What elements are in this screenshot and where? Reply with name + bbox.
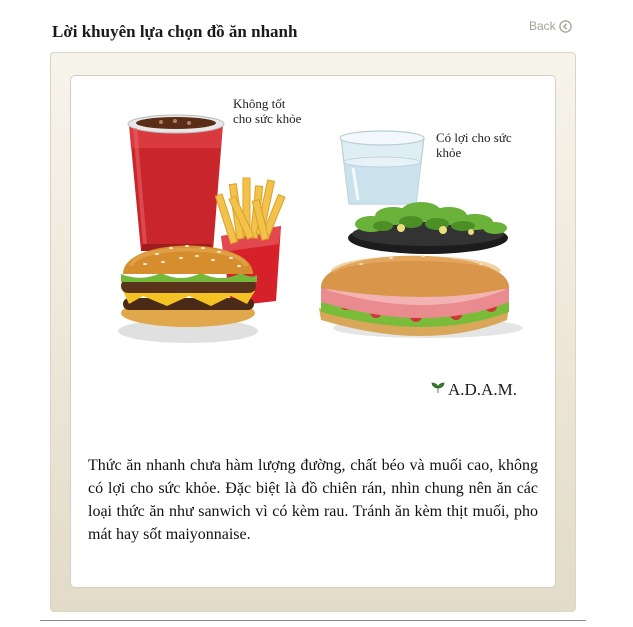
sandwich-icon [319,255,523,338]
divider [40,620,586,621]
fast-food-image [71,76,557,376]
description-text: Thức ăn nhanh chưa hàm lượng đường, chất béo và muối cao, không có lợi cho sức khỏe. Đặc biệt là đồ chiên rán, nhìn chung nên ăn các loại thức ăn như sanwich vì có kèm rau. Tránh ăn kèm thịt muối, pho mát hay sốt maiyonnaise. [88,457,538,543]
fast-food-illustration [71,76,557,416]
salad-icon [348,202,508,254]
content-frame [50,52,576,612]
burger-icon [118,245,258,343]
leaf-icon [431,381,445,399]
back-label: Back [529,19,556,33]
page-title: Lời khuyên lựa chọn đồ ăn nhanh [52,22,298,41]
water-glass-icon [340,131,424,204]
back-arrow-icon [559,20,572,33]
page-header [0,0,633,50]
back-button[interactable] [529,19,572,33]
soda-cup-icon [128,115,224,251]
label-unhealthy: Không tốt cho sức khỏe [233,96,302,126]
label-healthy: Có lợi cho sức khỏe [436,130,512,160]
adam-logo-text: A.D.A.M. [448,380,517,399]
adam-logo [431,380,517,400]
content-card [70,75,556,588]
